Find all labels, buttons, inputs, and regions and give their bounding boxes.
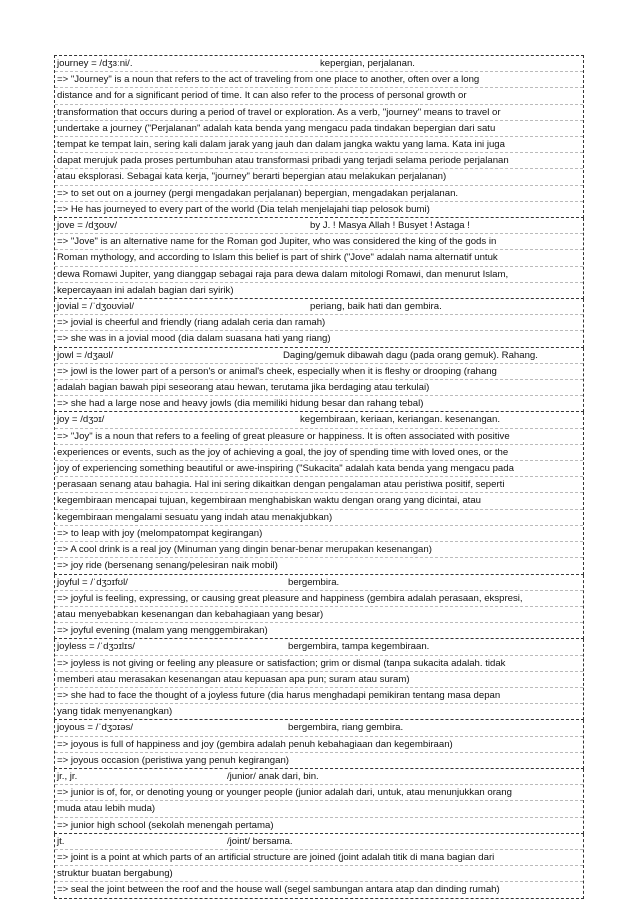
entry-text-line: kepercayaan ini adalah bagian dari syirik) [57, 284, 234, 296]
entry-text-line: tempat ke tempat lain, sering kali dalam jarak yang jauh dan dalam jangka waktu yang lama. Kata ini juga [55, 137, 583, 153]
entry-text-line: dewa Romawi Jupiter, yang dianggap sebagai raja para dewa dalam mitologi Romawi, dan menurut Islam, [55, 267, 583, 283]
entry-text-line: => joyful is feeling, expressing, or causing great pleasure and happiness (gembira adalah perasaan, ekspresi, [55, 591, 583, 607]
dictionary-entry [54, 412, 584, 574]
entry-translation: kegembiraan, keriaan, keriangan. kesenangan. [300, 414, 501, 426]
dictionary-entry [54, 299, 584, 348]
entry-text-line: memberi atau merasakan kesenangan atau kepuasan apa pun; suram atau suram) [55, 672, 583, 688]
entry-translation: /junior/ anak dari, bin. [227, 770, 319, 782]
entry-headword: joyous = /ˈdʒɔɪəs/ [57, 722, 134, 734]
entry-text-line: distance and for a significant period of time. It can also refer to the process of personal growth or [55, 88, 583, 104]
entry-headword: jove = /dʒoʊv/ [57, 220, 118, 232]
entry-text-line: => joyous is full of happiness and joy (gembira adalah penuh kebahagiaan dan kegembiraan) [55, 737, 583, 753]
entry-headword-line [55, 720, 583, 736]
entry-headword-line [55, 575, 583, 591]
entry-text-line: => "Journey" is a noun that refers to the act of traveling from one place to another, often over a long [55, 72, 583, 88]
entry-text-line: => she had to face the thought of a joyless future (dia harus menghadapi pemikiran tentang masa depan [55, 688, 583, 704]
entry-text-line: => junior is of, for, or denoting young or younger people (junior adalah dari, untuk, atau menunjukkan orang [55, 785, 583, 801]
entry-text-line: => she had a large nose and heavy jowls (dia memiliki hidung besar dan rahang tebal) [57, 398, 424, 410]
entry-headword-line [55, 299, 583, 315]
dictionary-entry [54, 218, 584, 299]
entry-text-line: experiences or events, such as the joy of achieving a goal, the joy of spending time with loved ones, or the [55, 445, 583, 461]
entry-headword: jt. [57, 835, 65, 847]
entry-text-line: => junior high school (sekolah menengah pertama) [57, 819, 274, 831]
entry-headword: joy = /dʒɔɪ/ [57, 414, 105, 426]
dictionary-entry [54, 575, 584, 640]
entry-text-line: muda atau lebih muda) [55, 801, 583, 817]
entry-text-line: atau menyebabkan kesenangan dan kebahagiaan yang besar) [55, 607, 583, 623]
entry-text-line: atau eksplorasi. Sebagai kata kerja, "journey" berarti bepergian atau melakukan perjalanan) [55, 169, 583, 185]
dictionary-entry [54, 639, 584, 720]
entry-text-line: => she was in a jovial mood (dia dalam suasana hati yang riang) [57, 333, 331, 345]
entry-translation: by J. ! Masya Allah ! Busyet ! Astaga ! [310, 220, 470, 232]
entry-translation: /joint/ bersama. [227, 835, 293, 847]
entry-headword: journey = /dʒɜːni/. [57, 58, 133, 69]
entry-headword-line [55, 412, 583, 428]
dictionary-entry [54, 55, 584, 218]
entry-headword-line [55, 56, 583, 72]
entry-headword: jr., jr. [57, 770, 78, 782]
entry-text-line: => joyful evening (malam yang menggembirakan) [57, 625, 268, 637]
entry-text-line: => joint is a point at which parts of an artificial structure are joined (joint adalah titik di mana bagian dari [55, 850, 583, 866]
entry-headword: jovial = /ˈdʒoʊviəl/ [57, 301, 135, 313]
entry-text-line: undertake a journey ("Perjalanan" adalah kata benda yang mengacu pada tindakan bepergian dari satu [55, 121, 583, 137]
entry-headword-line [55, 639, 583, 655]
entry-text-line: kegembiraan mencapai tujuan, kegembiraan menghabiskan waktu dengan orang yang dicintai, atau [55, 493, 583, 509]
dictionary-entry [54, 834, 584, 899]
dictionary-entry [54, 720, 584, 769]
entry-text-line: transformation that occurs during a period of travel or exploration. As a verb, "journey" means to travel or [55, 105, 583, 121]
dictionary-entry [54, 769, 584, 834]
entry-headword: joyful = /ˈdʒɔɪfʊl/ [57, 576, 128, 588]
entry-text-line: => joyless is not giving or feeling any pleasure or satisfaction; grim or dismal (tanpa sukacita adalah. tidak [55, 656, 583, 672]
entry-headword: joyless = /ˈdʒɔɪlɪs/ [57, 641, 135, 653]
entry-translation: bergembira, riang gembira. [288, 722, 404, 734]
entry-text-line: dapat merujuk pada proses pertumbuhan atau transformasi pribadi yang terjadi selama periode perjalanan [55, 153, 583, 169]
entry-translation: Daging/gemuk dibawah dagu (pada orang gemuk). Rahang. [283, 349, 538, 361]
entry-text-line: adalah bagian bawah pipi seseorang atau hewan, terutama jika berdaging atau terkulai) [55, 380, 583, 396]
entry-translation: bergembira. [288, 576, 340, 588]
entry-text-line: => A cool drink is a real joy (Minuman yang dingin benar-benar merupakan kesenangan) [55, 542, 583, 558]
entry-text-line: => seal the joint between the roof and the house wall (segel sambungan antara atap dan dinding rumah) [57, 884, 500, 896]
entry-translation: periang, baik hati dan gembira. [310, 301, 442, 313]
entry-headword-line [55, 834, 583, 850]
entry-text-line: struktur buatan bergabung) [55, 866, 583, 882]
entry-text-line: => "Jove" is an alternative name for the Roman god Jupiter, who was considered the king of the gods in [55, 234, 583, 250]
entry-text-line: joy of experiencing something beautiful or awe-inspiring ("Sukacita" adalah kata benda yang mengacu pada [55, 461, 583, 477]
entry-text-line: yang tidak menyenangkan) [57, 706, 173, 718]
entry-text-line: => jowl is the lower part of a person's or animal's cheek, especially when it is fleshy or drooping (rahang [55, 364, 583, 380]
entry-text-line: => to set out on a journey (pergi mengadakan perjalanan) bepergian, mengadakan perjalanan. [55, 186, 583, 202]
dictionary-page [54, 55, 584, 899]
entry-text-line: Roman mythology, and according to Islam this belief is part of shirk ("Jove" adalah nama alternatif untuk [55, 250, 583, 266]
dictionary-entry [54, 348, 584, 413]
entry-text-line: => He has journeyed to every part of the world (Dia telah menjelajahi tiap pelosok bumi) [57, 203, 430, 215]
entry-headword: jowl = /dʒaʊl/ [57, 349, 114, 361]
entry-text-line: => jovial is cheerful and friendly (riang adalah ceria dan ramah) [55, 315, 583, 331]
entry-translation: bergembira, tampa kegembiraan. [288, 641, 430, 653]
entry-text-line: => "Joy" is a noun that refers to a feeling of great pleasure or happiness. It is often associated with positive [55, 429, 583, 445]
entry-headword-line [55, 769, 583, 785]
entry-headword-line [55, 348, 583, 364]
entry-text-line: perasaan senang atau bahagia. Hal ini sering dikaitkan dengan pengalaman atau peristiwa positif, seperti [55, 477, 583, 493]
entry-text-line: => joyous occasion (peristiwa yang penuh kegirangan) [57, 754, 289, 766]
entry-text-line: => joy ride (bersenang senang/pelesiran naik mobil) [57, 560, 278, 572]
entry-headword-line [55, 218, 583, 234]
entry-text-line: kegembiraan mengalami sesuatu yang indah atau menakjubkan) [55, 510, 583, 526]
entry-translation: kepergian, perjalanan. [320, 58, 415, 69]
entry-text-line: => to leap with joy (melompatompat kegirangan) [55, 526, 583, 542]
